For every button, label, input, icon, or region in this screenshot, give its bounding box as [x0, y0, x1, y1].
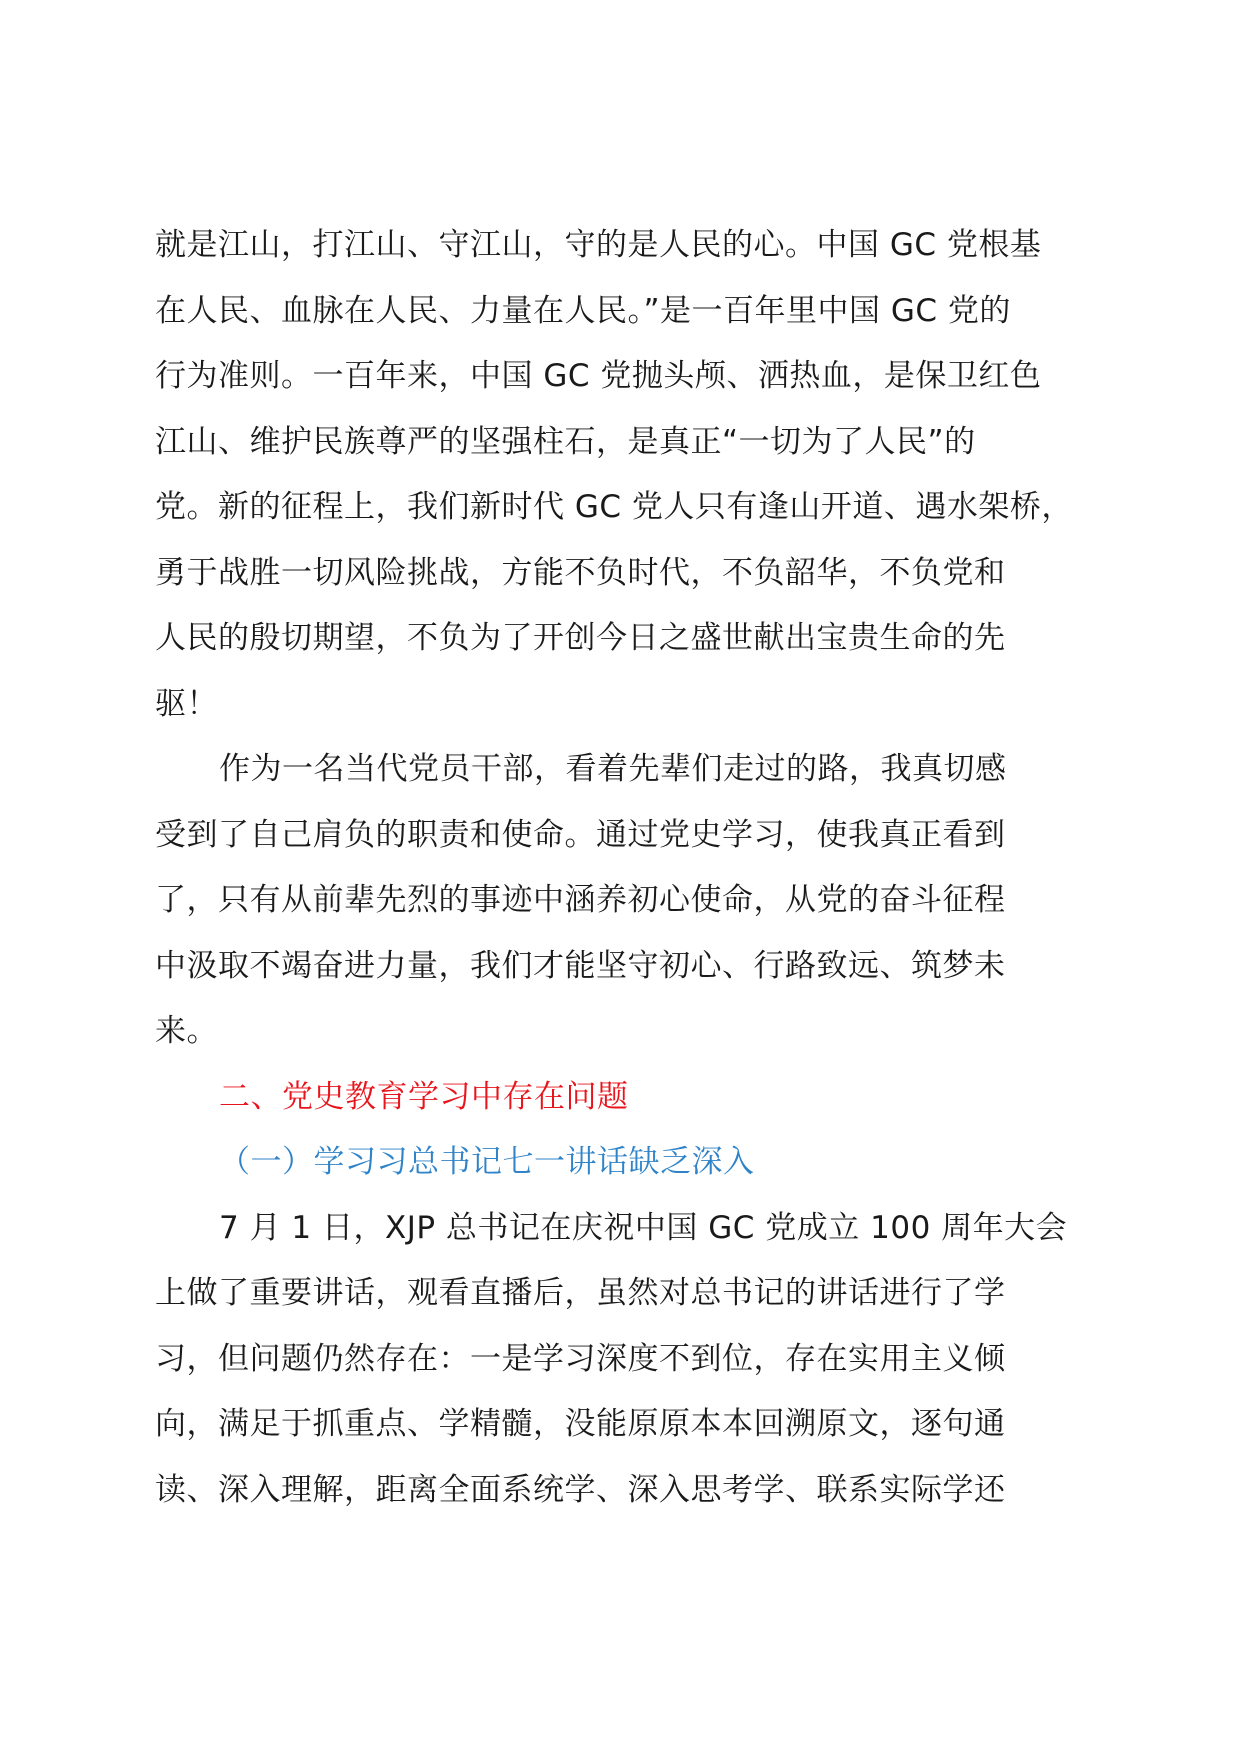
text-line: 就是江山，打江山、守江山，守的是人民的心。中国 GC 党根基	[155, 227, 1042, 263]
text-line: 受到了自己肩负的职责和使命。通过党史学习，使我真正看到	[155, 816, 1006, 853]
section-heading: 二、党史教育学习中存在问题	[219, 1078, 629, 1115]
paragraph-reflection	[155, 737, 1095, 1065]
text-line: 向，满足于抓重点、学精髓，没能原原本本回溯原文，逐句通	[155, 1406, 1006, 1442]
text-line: 了，只有从前辈先烈的事迹中涵养初心使命，从党的奋斗征程	[155, 882, 1006, 918]
text-line: 上做了重要讲话，观看直播后，虽然对总书记的讲话进行了学	[155, 1275, 1006, 1311]
text-line: 在人民、血脉在人民、力量在人民。”是一百年里中国 GC 党的	[155, 292, 1011, 329]
text-line: 行为准则。一百年来，中国 GC 党抛头颅、洒热血，是保卫红色	[155, 358, 1042, 394]
text-line: 人民的殷切期望，不负为了开创今日之盛世献出宝贵生命的先	[155, 620, 1006, 656]
text-line: 江山、维护民族尊严的坚强柱石，是真正“一切为了人民”的	[155, 423, 976, 460]
paragraph-problems	[155, 1196, 1095, 1524]
text-line: 党。新的征程上，我们新时代 GC 党人只有逢山开道、遇水架桥，	[155, 489, 1073, 525]
text-line: 驱！	[155, 685, 218, 722]
paragraph-continuation	[155, 213, 1095, 737]
text-line: 勇于战胜一切风险挑战，方能不负时代，不负韶华，不负党和	[155, 554, 1006, 591]
text-line: 7 月 1 日，XJP 总书记在庆祝中国 GC 党成立 100 周年大会	[219, 1209, 1068, 1246]
subsection-heading: （一）学习习总书记七一讲话缺乏深入	[219, 1144, 755, 1180]
document-body	[155, 213, 1095, 1523]
text-line: 习，但问题仍然存在：一是学习深度不到位，存在实用主义倾	[155, 1340, 1006, 1377]
text-line: 中汲取不竭奋进力量，我们才能坚守初心、行路致远、筑梦未	[155, 947, 1006, 984]
text-line: 读、深入理解，距离全面系统学、深入思考学、联系实际学还	[155, 1471, 1006, 1508]
text-line: 作为一名当代党员干部，看着先辈们走过的路，我真切感	[219, 751, 1007, 787]
text-line: 来。	[155, 1013, 218, 1049]
